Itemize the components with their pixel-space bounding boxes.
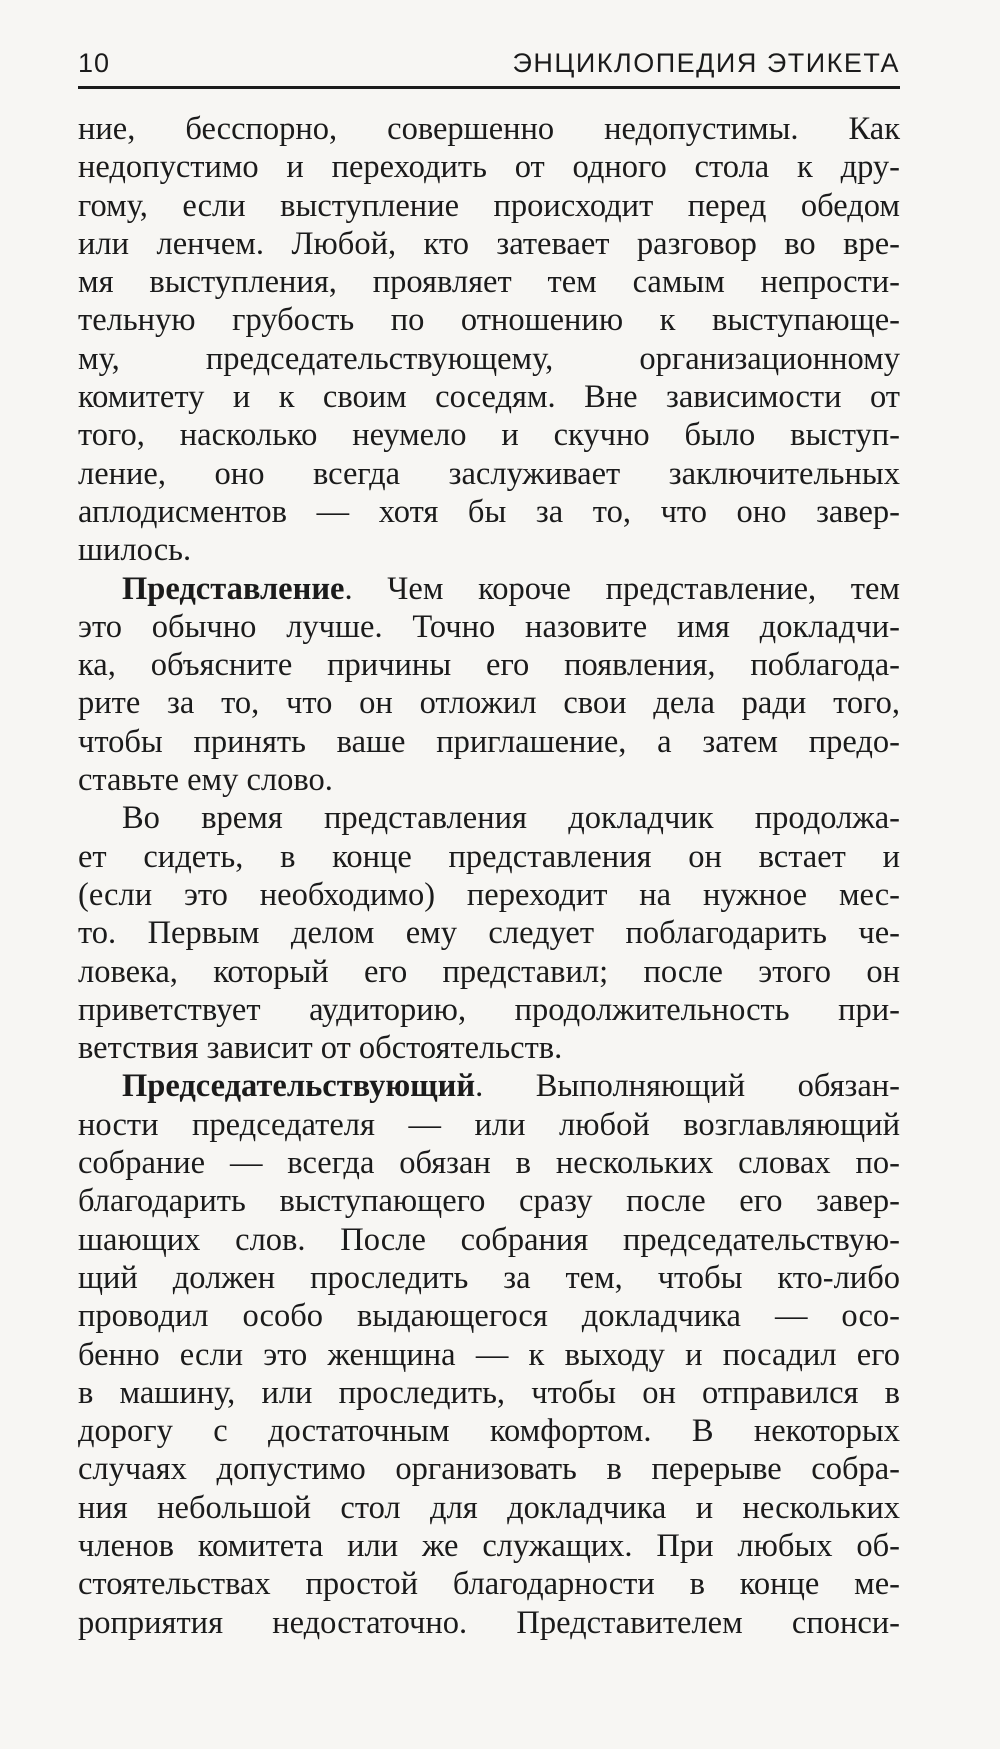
text-line: ставьте ему слово. — [78, 762, 333, 799]
text-line: ности председателя — или любой возглавляющий — [78, 1106, 900, 1143]
text-line: Во время представления докладчик продолжа- — [122, 800, 900, 837]
text-line: благодарить выступающего сразу после его завер- — [78, 1183, 900, 1220]
text-line: проводил особо выдающегося докладчика — осо- — [78, 1298, 900, 1335]
text-line: шилось. — [78, 532, 192, 569]
text-line: ка, объясните причины его появления, поблагода- — [78, 647, 900, 684]
text-line: дорогу с достаточным комфортом. В некоторых — [78, 1413, 900, 1450]
page-number: 10 — [78, 48, 111, 78]
text-line: стоятельствах простой благодарности в конце ме- — [78, 1566, 900, 1603]
text-line: ветствия зависит от обстоятельств. — [78, 1030, 563, 1067]
text-line: ние, бесспорно, совершенно недопустимы. Как — [78, 111, 900, 147]
text-line: мя выступления, проявляет тем самым непрости- — [78, 264, 900, 301]
heading-line-rest: . Чем короче представление, тем — [344, 570, 900, 607]
text-line: то. Первым делом ему следует поблагодарить че- — [78, 915, 900, 952]
header-rule — [78, 86, 900, 89]
text-line: недопустимо и переходить от одного стола к дру- — [78, 149, 900, 186]
paragraph-speaker-behavior — [78, 799, 900, 1067]
paragraph-introduction — [78, 570, 900, 800]
text-line: (если это необходимо) переходит на нужное мес- — [78, 876, 900, 913]
text-line: собрание — всегда обязан в нескольких словах по- — [78, 1145, 900, 1182]
text-line: того, насколько неумело и скучно было выступ- — [78, 417, 900, 454]
text-line: приветствует аудиторию, продолжительность при- — [78, 991, 900, 1028]
text-line: комитету и к своим соседям. Вне зависимости от — [78, 379, 900, 416]
paragraph-chairperson — [78, 1067, 900, 1641]
text-line: шающих слов. После собрания председательствую- — [78, 1221, 900, 1258]
text-line: ет сидеть, в конце представления он встает и — [78, 838, 900, 875]
text-line: щий должен проследить за тем, чтобы кто-либо — [78, 1259, 900, 1296]
text-line: тельную грубость по отношению к выступающе- — [78, 302, 900, 339]
text-line: в машину, или проследить, чтобы он отправился в — [78, 1374, 900, 1411]
run-in-heading: Представление — [122, 570, 345, 607]
text-line-with-heading — [78, 570, 900, 608]
running-head — [78, 44, 900, 84]
heading-line-rest: . Выполняющий обязан- — [475, 1068, 900, 1105]
text-line: рите за то, что он отложил свои дела ради того, — [78, 685, 900, 722]
text-line: чтобы принять ваше приглашение, а затем предо- — [78, 723, 900, 760]
body-text — [78, 110, 900, 1642]
text-line: му, председательствующему, организационному — [78, 340, 900, 377]
text-line: ление, оно всегда заслуживает заключительных — [78, 455, 900, 492]
text-line: гому, если выступление происходит перед обедом — [78, 187, 900, 224]
text-line: это обычно лучше. Точно назовите имя докладчи- — [78, 608, 900, 645]
text-line: или ленчем. Любой, кто затевает разговор во вре- — [78, 225, 900, 262]
text-line: ния небольшой стол для докладчика и нескольких — [78, 1489, 900, 1526]
text-line-with-heading — [78, 1067, 900, 1105]
text-line: ловека, который его представил; после этого он — [78, 953, 900, 990]
paragraph-continuation — [78, 110, 900, 570]
running-title: ЭНЦИКЛОПЕДИЯ ЭТИКЕТА — [512, 48, 900, 78]
text-line: роприятия недостаточно. Представителем спонси- — [78, 1604, 900, 1641]
text-line: случаях допустимо организовать в перерыве собра- — [78, 1451, 900, 1488]
text-line: бенно если это женщина — к выходу и посадил его — [78, 1336, 900, 1373]
text-line: аплодисментов — хотя бы за то, что оно завер- — [78, 493, 900, 530]
text-line: членов комитета или же служащих. При любых об- — [78, 1527, 900, 1564]
run-in-heading: Председательствующий — [122, 1068, 476, 1105]
